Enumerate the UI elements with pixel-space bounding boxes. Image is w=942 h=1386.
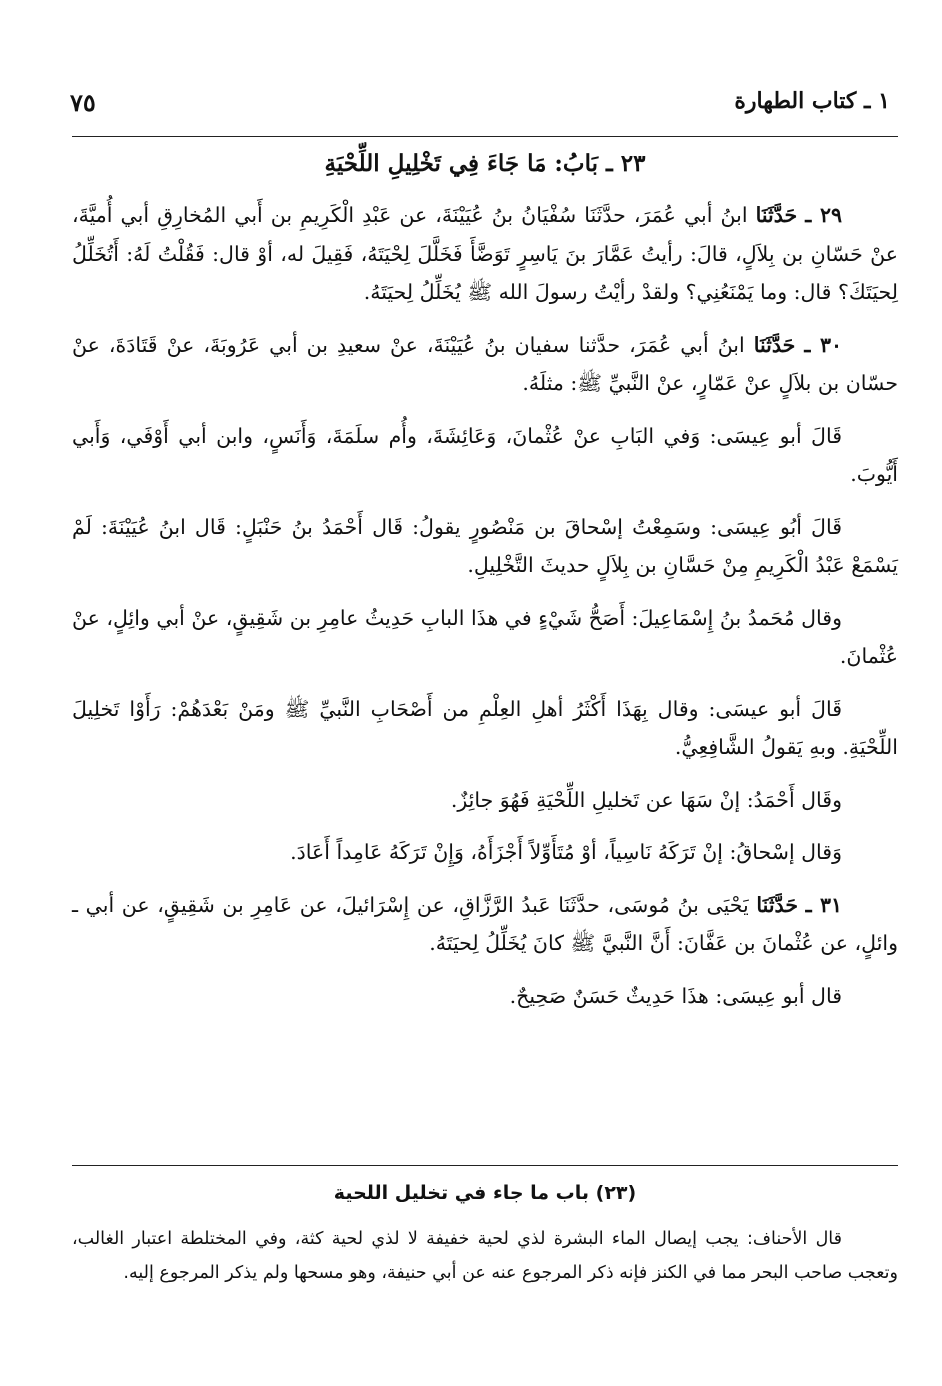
commentary-paragraph: قال أبو عِيسَى: هذَا حَدِيثٌ حَسَنٌ صَحِيحٌ. xyxy=(509,983,842,1008)
commentary-paragraph: وقَال أَحْمَدُ: إنْ سَهَا عن تَخليلِ اللِّحْيَةِ فَهُوَ جائِزٌ. xyxy=(450,787,842,812)
narration-keyword: حَدَّثَنَا xyxy=(753,332,796,357)
footnote-paragraph: قال الأحناف: يجب إيصال الماء البشرة لذي لحية خفيفة لا لذي لحية كثة، وفي المختلطة اعتبار الغالب، وتعجب صاحب البحر مما في الكنز فإنه ذكر المرجوع عنه عن أبي حنيفة، وهو مسحها ولم يذكر المرجوع إليه. xyxy=(72,1229,898,1283)
header-divider xyxy=(72,136,898,137)
narration-keyword: حَدَّثَنَا xyxy=(755,203,798,227)
hadith-text: يَحْيَى بنُ مُوسَى، حدَّثَنَا عَبدُ الرَّزَّاقِ، عن إِسْرَائيلَ، عن عَامِرِ بن شَقِيقٍ، عن أبي ـ وائلٍ، عن عُثْمانَ بن عَفَّانَ: أَنَّ النَّبيَّ ﷺ كانَ يُخَلِّلُ لِحيَتَهُ. xyxy=(72,892,898,955)
hadith-text: ابنُ أبي عُمَرَ، حدَّثنا سفيان بنُ عُيَيْنَةَ، عنْ سعيدِ بن أبي عَرُوبَةَ، عنْ قَتَادَةَ، عنْ حسّان بن بلاَلٍ عنْ عَمّارٍ، عنْ النَّبيِّ ﷺ: مثلَهُ. xyxy=(72,332,898,395)
section-title: ٢٣ ـ بَابُ: مَا جَاءَ فِي تَخْلِيلِ اللِّحْيَةِ xyxy=(324,150,646,177)
main-text xyxy=(72,196,898,1029)
page-number: ٧٥ xyxy=(70,88,96,117)
hadith-number: ٣١ ـ xyxy=(805,892,842,917)
footnote-divider xyxy=(72,1165,898,1166)
commentary-paragraph: قَالَ أبُو عِيسَى: وسَمِعْتُ إسْحاقَ بن مَنْصُورٍ يقولُ: قَال أَحْمَدُ بنُ حَنْبَلٍ: قَال ابنُ عُيَيْنَةَ: لَمْ يَسْمَعْ عَبْدُ الْكَرِيمِ مِنْ حَسَّانِ بن بِلاَلٍ حديثَ التَّخْلِيلِ. xyxy=(72,514,898,577)
narration-keyword: حَدَّثَنَا xyxy=(756,892,798,917)
commentary-paragraph: قَالَ أبو عيسَى: وقال بِهَذَا أَكْثَرُ أهلِ العِلْمِ من أَصْحَابِ النَّبيِّ ﷺ ومَنْ بَعْدَهُمْ: رَأَوْا تَخلِيلَ اللِّحْيَةِ. وبهِ يَقولُ الشَّافِعِيُّ. xyxy=(72,696,898,759)
footnote-title: (٢٣) باب ما جاء في تخليل اللحية xyxy=(333,1182,637,1204)
hadith-number: ٣٠ ـ xyxy=(804,332,842,357)
hadith-29 xyxy=(72,196,898,312)
hadith-text: ابنُ أبي عُمَرَ، حدَّثَنَا سُفْيَانُ بنُ عُيَيْنَةَ، عن عَبْدِ الْكَرِيمِ بن أَبي المُخارِقِ أبي أُميَّةَ، عنْ حَسّانِ بن بِلاَلٍ، قالَ: رأيتُ عَمَّارَ بنَ يَاسِرٍ تَوَضَّأَ فَخَلَّلَ لِحْيَتَهُ، فَقِيلَ له، أوْ قال: فَقُلْتُ لَهُ: أَتُخَلِّلُ لِحيَتَكَ؟ قال: وما يَمْنَعُنِي؟ ولقدْ رأيْتُ رسولَ الله ﷺ يُخَلِّلُ لِحيَتَهُ. xyxy=(72,203,898,304)
footnote-text xyxy=(72,1222,898,1290)
commentary-paragraph: وقال مُحَمدُ بنُ إِسْمَاعِيلَ: أَصَحُّ شَيْءٍ في هذَا البابِ حَدِيثُ عامِرِ بن شَقِيقٍ، عنْ أبي وائِلٍ، عنْ عُثْمانَ. xyxy=(72,605,898,668)
hadith-number: ٢٩ ـ xyxy=(805,203,842,227)
page-header xyxy=(70,88,890,128)
commentary-paragraph: وَقال إسْحاقُ: إنْ تَرَكَهُ نَاسِياً، أوْ مُتَأَوِّلاً أَجْزَأَهُ، وَإِنْ تَرَكَهُ عَامِداً أَعَادَ. xyxy=(290,840,842,864)
hadith-31 xyxy=(72,886,898,963)
commentary-paragraph: قَالَ أبو عِيسَى: وَفي البَابِ عنْ عُثْمانَ، وَعَائِشَةَ، وأُم سلَمَةَ، وَأَنَسٍ، وابن أبي أَوْفَي، وَأَبي أَيُّوبَ. xyxy=(72,423,898,486)
hadith-30 xyxy=(72,326,898,403)
chapter-title: ١ ـ كتاب الطهارة xyxy=(734,88,890,114)
